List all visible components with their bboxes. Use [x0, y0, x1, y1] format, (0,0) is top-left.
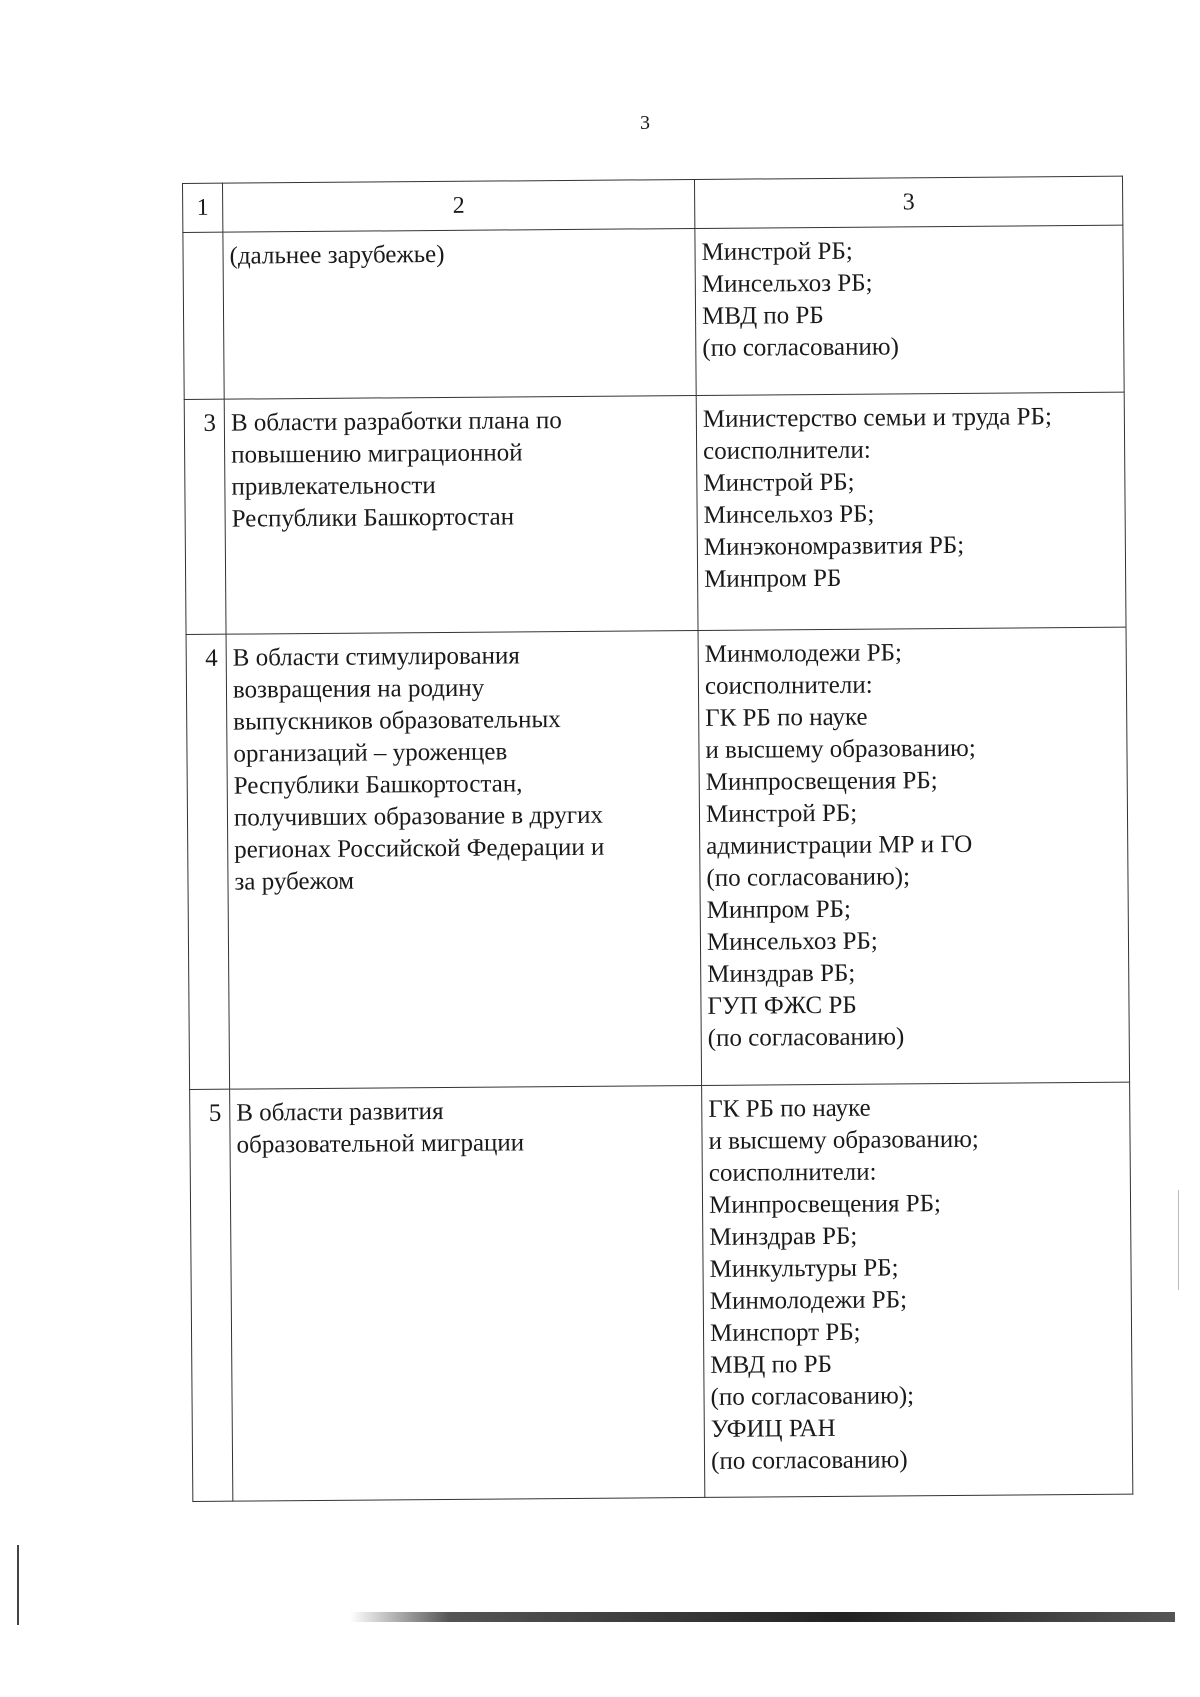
- row-number: 3: [184, 399, 226, 634]
- executor-line: Минкультуры РБ;: [709, 1254, 899, 1283]
- area-line: В области развития: [236, 1097, 444, 1127]
- table-row: [186, 627, 1130, 1089]
- executor-line: Минсельхоз РБ;: [703, 500, 875, 529]
- executor-line: Минмолодежи РБ;: [709, 1286, 908, 1315]
- executor-cell: [702, 1082, 1133, 1497]
- area-cell: [224, 395, 698, 634]
- page-number: 3: [640, 112, 650, 134]
- executor-line: Минстрой РБ;: [703, 468, 855, 497]
- area-line: В области стимулирования: [232, 642, 520, 672]
- executor-line: МВД по РБ: [710, 1350, 833, 1379]
- executor-line: Минстрой РБ;: [705, 799, 858, 828]
- table-header-row: [183, 176, 1123, 232]
- table-row: [190, 1082, 1133, 1501]
- executor-line: соисполнители:: [704, 671, 873, 700]
- executor-line: (по согласованию): [702, 333, 899, 362]
- executor-line: Минпром РБ: [704, 564, 842, 593]
- header-col-3: 3: [694, 176, 1122, 228]
- executor-line: администрации МР и ГО: [706, 830, 973, 860]
- executor-line: Минмолодежи РБ;: [704, 639, 902, 668]
- executor-line: МВД по РБ: [701, 301, 824, 330]
- executor-line: ГК РБ по науке: [705, 703, 868, 732]
- area-line: выпускников образовательных: [233, 706, 561, 736]
- area-cell: [223, 228, 696, 399]
- executor-line: ГК РБ по науке: [708, 1094, 871, 1123]
- area-line: регионах Российской Федерации и: [234, 833, 605, 864]
- executor-cell: [696, 392, 1126, 630]
- executor-line: Минсельхоз РБ;: [706, 927, 878, 956]
- executor-line: Минздрав РБ;: [707, 959, 856, 988]
- area-line: (дальнее зарубежье): [229, 240, 445, 270]
- table: [182, 176, 1133, 1502]
- area-line: повышению миграционной: [231, 439, 523, 469]
- executor-line: (по согласованию);: [706, 863, 911, 892]
- area-line: организаций – уроженцев: [233, 738, 508, 768]
- row-number: 4: [186, 634, 230, 1089]
- area-line: Республики Башкортостан: [231, 503, 515, 533]
- area-cell: [230, 1085, 705, 1501]
- executor-line: Минсельхоз РБ;: [701, 269, 873, 298]
- executor-line: Минпросвещения РБ;: [708, 1190, 942, 1219]
- executor-line: Минпром РБ;: [706, 895, 852, 924]
- executor-line: Минэкономразвития РБ;: [703, 531, 965, 561]
- executor-line: (по согласованию): [707, 1023, 905, 1052]
- executor-line: и высшему образованию;: [708, 1125, 979, 1155]
- area-line: возвращения на родину: [232, 674, 485, 704]
- executor-line: Минпросвещения РБ;: [705, 767, 938, 796]
- row-number: 5: [190, 1089, 233, 1501]
- scan-right-edge: [1178, 1190, 1179, 1290]
- header-col-1: 1: [183, 183, 223, 232]
- executor-line: соисполнители:: [708, 1158, 877, 1187]
- area-line: за рубежом: [234, 867, 355, 896]
- executor-cell: [695, 225, 1124, 395]
- measures-table: [182, 176, 1132, 1502]
- executor-line: (по согласованию): [710, 1446, 908, 1475]
- area-line: Республики Башкортостан,: [233, 770, 523, 800]
- row-number: [183, 232, 224, 399]
- area-line: образовательной миграции: [236, 1129, 525, 1159]
- area-line: получивших образование в других: [233, 801, 604, 832]
- executor-line: УФИЦ РАН: [710, 1414, 836, 1443]
- area-line: привлекательности: [231, 472, 436, 501]
- executor-line: Министерство семьи и труда РБ;: [702, 403, 1052, 433]
- table-row: [184, 392, 1126, 634]
- header-col-2: 2: [223, 179, 695, 232]
- executor-line: и высшему образованию;: [705, 734, 976, 764]
- area-cell: [226, 630, 702, 1089]
- executor-line: Минздрав РБ;: [709, 1222, 858, 1251]
- area-line: В области разработки плана по: [230, 407, 562, 437]
- executor-line: соисполнители:: [703, 436, 871, 465]
- executor-line: Минстрой РБ;: [701, 237, 853, 266]
- executor-line: ГУП ФЖС РБ: [707, 991, 857, 1020]
- executor-cell: [698, 627, 1130, 1085]
- table-row: [183, 225, 1124, 399]
- scan-edge-mark: [17, 1545, 19, 1625]
- executor-line: (по согласованию);: [710, 1382, 915, 1411]
- scan-bottom-shadow: [350, 1612, 1175, 1622]
- executor-line: Минспорт РБ;: [709, 1318, 861, 1347]
